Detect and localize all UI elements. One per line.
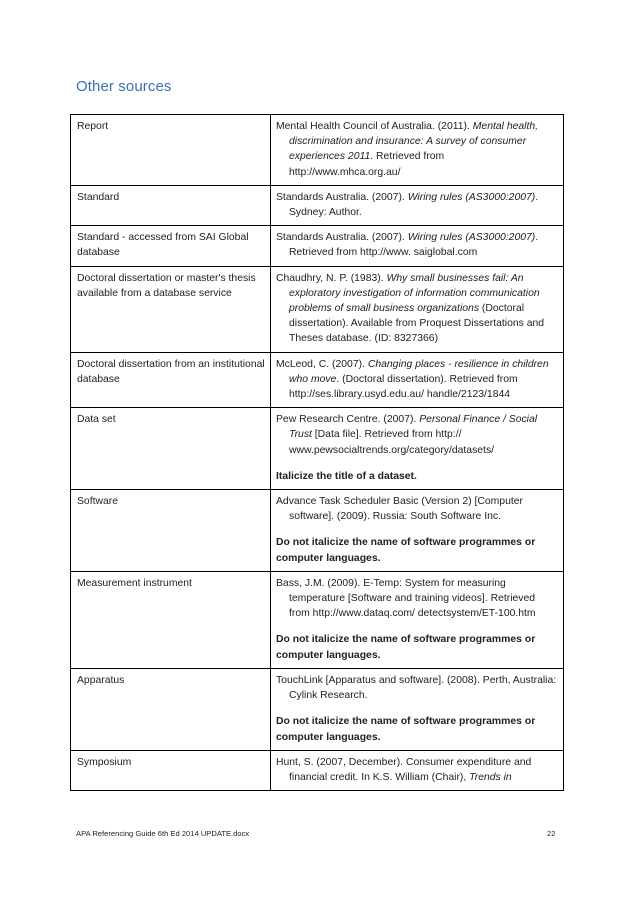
section-heading: Other sources <box>76 78 172 95</box>
reference-example-cell <box>271 571 564 668</box>
citation-segment: [Data file]. Retrieved from http:// www.pewsocialtrends.org/category/datasets/ <box>289 429 495 456</box>
table-row <box>71 571 564 668</box>
citation-segment: TouchLink [Apparatus and software]. (2008). Perth, Australia: Cylink Research. <box>276 674 557 702</box>
citation-text <box>276 755 558 785</box>
table-row <box>71 490 564 572</box>
citation-italic-title: Mental health, discrimination and insurance: A survey of consumer experiences 2011 <box>289 121 539 163</box>
reference-table <box>70 114 564 791</box>
citation-segment: . Retrieved from http://www. saiglobal.com <box>289 232 539 259</box>
source-type-cell: Doctoral dissertation or master's thesis available from a database service <box>71 266 271 352</box>
table-row <box>71 266 564 352</box>
citation-text <box>276 576 558 622</box>
citation-segment: Advance Task Scheduler Basic (Version 2) [Computer software]. (2009). Russia: South Software Inc. <box>276 496 523 523</box>
citation-segment: Pew Research Centre. (2007). <box>276 414 420 426</box>
citation-segment: (Doctoral dissertation). Available from Proquest Dissertations and Theses database. (ID: 8327366) <box>289 303 545 345</box>
citation-segment: Standards Australia. (2007). <box>276 232 408 244</box>
citation-text <box>276 190 558 220</box>
reference-example-cell <box>271 408 564 490</box>
reference-example-cell <box>271 266 564 352</box>
citation-text <box>276 412 558 458</box>
table-row <box>71 668 564 750</box>
source-type-cell: Symposium <box>71 750 271 790</box>
citation-text <box>276 357 558 403</box>
reference-example-cell <box>271 750 564 790</box>
footer-page-number: 22 <box>547 829 556 838</box>
citation-segment: Hunt, S. (2007, December). Consumer expenditure and financial credit. In K.S. William (Chair), <box>276 756 532 783</box>
footer-filename: APA Referencing Guide 6th Ed 2014 UPDATE.docx <box>76 829 250 838</box>
source-type-cell: Report <box>71 115 271 186</box>
citation-italic-title: Trends in <box>469 771 512 783</box>
reference-example-cell <box>271 226 564 266</box>
citation-segment: McLeod, C. (2007). <box>276 358 368 370</box>
citation-segment: Chaudhry, N. P. (1983). <box>276 272 387 284</box>
citation-segment: . Retrieved from http://www.mhca.org.au/ <box>289 151 445 178</box>
citation-text <box>276 494 558 524</box>
source-type-cell: Measurement instrument <box>71 571 271 668</box>
formatting-note: Do not italicize the name of software programmes or computer languages. <box>276 716 536 743</box>
citation-italic-title: Personal Finance / Social Trust <box>289 414 538 441</box>
formatting-note: Do not italicize the name of software programmes or computer languages. <box>276 634 536 661</box>
citation-text <box>276 230 558 260</box>
source-type-cell: Doctoral dissertation from an institutional database <box>71 352 271 408</box>
formatting-note: Do not italicize the name of software programmes or computer languages. <box>276 537 536 564</box>
citation-text <box>276 119 558 180</box>
table-row <box>71 352 564 408</box>
formatting-note: Italicize the title of a dataset. <box>276 470 417 482</box>
citation-italic-title: Changing places - resilience in children who move <box>289 358 549 385</box>
citation-italic-title: Wiring rules (AS3000:2007) <box>407 191 536 203</box>
reference-example-cell <box>271 115 564 186</box>
table-row <box>71 115 564 186</box>
source-type-cell: Standard - accessed from SAI Global database <box>71 226 271 266</box>
source-type-cell: Apparatus <box>71 668 271 750</box>
citation-segment: Mental Health Council of Australia. (2011). <box>276 121 473 132</box>
citation-segment: . Sydney: Author. <box>289 191 539 219</box>
citation-segment: Bass, J.M. (2009). E-Temp: System for measuring temperature [Software and training videos]. Retrieved from http://www.dataq.com/ detectsystem/ET-100.htm <box>276 577 536 620</box>
citation-text <box>276 271 558 347</box>
table-row <box>71 185 564 225</box>
source-type-cell: Software <box>71 490 271 572</box>
table-row <box>71 750 564 790</box>
citation-segment: Standards Australia. (2007). <box>276 191 408 203</box>
reference-example-cell <box>271 668 564 750</box>
reference-example-cell <box>271 185 564 225</box>
source-type-cell: Data set <box>71 408 271 490</box>
reference-example-cell <box>271 490 564 572</box>
table-row <box>71 226 564 266</box>
citation-italic-title: Why small businesses fail: An exploratory investigation of information communication problems of small business organizations <box>289 272 540 315</box>
citation-segment: . (Doctoral dissertation). Retrieved from http://ses.library.usyd.edu.au/ handle/2123/1844 <box>289 373 518 401</box>
citation-text <box>276 673 558 703</box>
citation-italic-title: Wiring rules (AS3000:2007) <box>407 232 536 244</box>
table-row <box>71 408 564 490</box>
source-type-cell: Standard <box>71 185 271 225</box>
reference-example-cell <box>271 352 564 408</box>
